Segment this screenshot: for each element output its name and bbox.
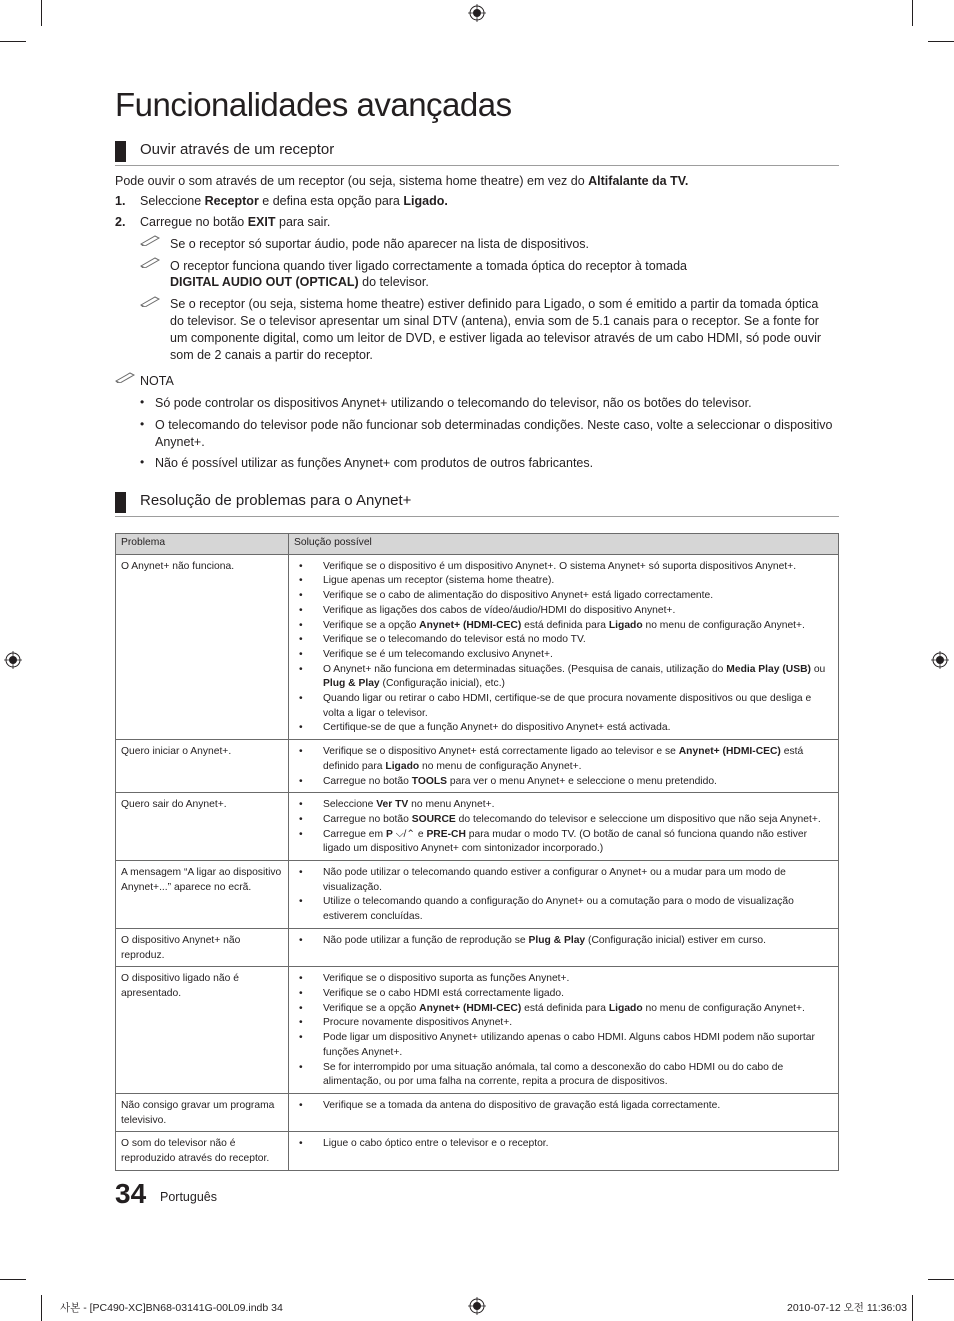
crop-mark [41,1295,42,1321]
table-row [116,1093,839,1131]
nota-item: O telecomando do televisor pode não funcionar sob determinadas condições. Neste caso, volte a seleccionar o dispositivo Anynet+. [155,418,833,449]
solution-list [294,1099,833,1114]
table-row [116,967,839,1094]
bullet: • [140,395,145,409]
solution-list [294,934,833,949]
table-row [116,861,839,929]
heading-bar [115,492,126,513]
note-text: DIGITAL AUDIO OUT (OPTICAL) do televisor. [170,275,429,289]
solution-item: • Seleccione Ver TV no menu Anynet+. [299,798,833,813]
table-row [116,1132,839,1170]
solution-item: • Certifique-se de que a função Anynet+ do dispositivo Anynet+ está activada. [299,721,833,736]
registration-mark-icon [4,651,22,669]
nota-item: Só pode controlar os dispositivos Anynet+ utilizando o telecomando do televisor, não os botões do televisor. [155,396,752,410]
table-row [116,793,839,861]
solution-cell [289,554,839,739]
solution-item: • Procure novamente dispositivos Anynet+. [299,1016,833,1031]
print-slug-right: 2010-07-12 오전 11:36:03 [787,1302,907,1314]
solution-item: • Verifique se a opção Anynet+ (HDMI-CEC) está definida para Ligado no menu de configuração Anynet+. [299,1002,833,1017]
solution-list [294,866,833,925]
solution-item: • Verifique se o cabo de alimentação do dispositivo Anynet+ está ligado correctamente. [299,589,833,604]
section-heading-text: Ouvir através de um receptor [140,141,335,158]
section-heading-text: Resolução de problemas para o Anynet+ [140,492,412,509]
solution-item: • Quando ligar ou retirar o cabo HDMI, certifique-se de que procura novamente dispositivos ou que desliga e volta a ligar o televisor. [299,692,833,721]
problem-cell: O dispositivo ligado não é apresentado. [116,967,289,1094]
solution-cell [289,1132,839,1170]
solution-item: • Verifique se o dispositivo Anynet+ está correctamente ligado ao televisor e se Anynet+ (HDMI-CEC) está definido para Ligado no menu de configuração Anynet+. [299,745,833,774]
nota-label: NOTA [140,374,174,388]
pencil-note-icon [140,295,160,307]
print-slug-left: 사본 - [PC490-XC]BN68-03141G-00L09.indb 34 [60,1302,283,1314]
nota-item: Não é possível utilizar as funções Anynet+ com produtos de outros fabricantes. [155,456,594,470]
heading-bar [115,141,126,162]
bullet: • [140,417,145,431]
solution-item: • Não pode utilizar a função de reprodução se Plug & Play (Configuração inicial) estiver em curso. [299,934,833,949]
column-header-solution: Solução possível [289,534,839,555]
troubleshooting-table [115,533,839,1171]
problem-cell: Quero iniciar o Anynet+. [116,740,289,793]
intro-paragraph: Pode ouvir o som através de um receptor (ou seja, sistema home theatre) em vez do Altifalante da TV. [115,174,689,188]
solution-item: • Verifique se o telecomando do televisor está no modo TV. [299,633,833,648]
solution-cell [289,928,839,966]
solution-item: • Ligue apenas um receptor (sistema home theatre). [299,574,833,589]
solution-item: • Verifique se é um telecomando exclusivo Anynet+. [299,648,833,663]
solution-list [294,798,833,857]
registration-mark-icon [931,651,949,669]
note-text: Se o receptor só suportar áudio, pode não aparecer na lista de dispositivos. [170,237,590,251]
solution-item: • Ligue o cabo óptico entre o televisor e o receptor. [299,1137,833,1152]
page-title: Funcionalidades avançadas [115,86,512,123]
problem-cell: Quero sair do Anynet+. [116,793,289,861]
crop-mark [0,41,26,42]
solution-list [294,972,833,1090]
problem-cell: Não consigo gravar um programa televisivo. [116,1093,289,1131]
solution-list [294,560,833,736]
note-text: O receptor funciona quando tiver ligado correctamente a tomada óptica do receptor à tomada [170,259,687,273]
table-header-row [116,534,839,555]
table-body [116,554,839,1170]
crop-mark [0,1279,26,1280]
table-row [116,554,839,739]
solution-item: • Carregue no botão TOOLS para ver o menu Anynet+ e seleccione o menu pretendido. [299,775,833,790]
section-heading-receptor [115,139,839,166]
solution-item: • Pode ligar um dispositivo Anynet+ utilizando apenas o cabo HDMI. Alguns cabos HDMI podem não suportar funções Anynet+. [299,1031,833,1060]
step-number: 1. [115,194,126,208]
solution-cell [289,861,839,929]
problem-cell: A mensagem “A ligar ao dispositivo Anynet+...” aparece no ecrã. [116,861,289,929]
problem-cell: O Anynet+ não funciona. [116,554,289,739]
solution-item: • Carregue no botão SOURCE do telecomando do televisor e seleccione um dispositivo que não seja Anynet+. [299,813,833,828]
solution-item: • Não pode utilizar o telecomando quando estiver a configurar o Anynet+ ou a mudar para um modo de visualização. [299,866,833,895]
crop-mark [912,0,913,26]
solution-cell [289,740,839,793]
solution-item: • Utilize o telecomando quando a configuração do Anynet+ ou a comutação para o modo de visualização estiverem concluídas. [299,895,833,924]
registration-mark-icon [468,1297,486,1315]
problem-cell: O som do televisor não é reproduzido através do receptor. [116,1132,289,1170]
solution-item: • Carregue em P ⌵/⌃ e PRE-CH para mudar o modo TV. (O botão de canal só funciona quando não estiver ligado um dispositivo Anynet+ com sintonizador incorporado.) [299,828,833,857]
solution-cell [289,793,839,861]
solution-cell [289,1093,839,1131]
solution-item: • Verifique se o dispositivo suporta as funções Anynet+. [299,972,833,987]
solution-item: • Se for interrompido por uma situação anómala, tal como a desconexão do cabo HDMI ou do cabo de alimentação, ou por uma falha na corrente, repita a procura de dispositivos. [299,1061,833,1090]
section-heading-troubleshooting [115,490,839,517]
pencil-note-icon [140,234,160,246]
step-2-text: Carregue no botão EXIT para sair. [140,215,331,229]
problem-cell: O dispositivo Anynet+ não reproduz. [116,928,289,966]
step-1-text: Seleccione Receptor e defina esta opção para Ligado. [140,194,448,208]
solution-list [294,745,833,789]
crop-mark [41,0,42,26]
bullet: • [140,455,145,469]
solution-item: • O Anynet+ não funciona em determinadas situações. (Pesquisa de canais, utilização do Media Play (USB) ou Plug & Play (Configuração inicial), etc.) [299,663,833,692]
solution-item: • Verifique se a opção Anynet+ (HDMI-CEC) está definida para Ligado no menu de configuração Anynet+. [299,619,833,634]
solution-item: • Verifique se a tomada da antena do dispositivo de gravação está ligada correctamente. [299,1099,833,1114]
crop-mark [928,1279,954,1280]
solution-cell [289,967,839,1094]
table-row [116,740,839,793]
pencil-note-icon [140,256,160,268]
crop-mark [928,41,954,42]
step-number: 2. [115,215,126,229]
note-text: Se o receptor (ou seja, sistema home theatre) estiver definido para Ligado, o som é emitido a partir da tomada óptica do televisor. Se o televisor apresentar um sinal DTV (antena), envia som de 5.1 canais para o receptor. Se a fonte for um componente digital, como um leitor de DVD, e estiver ligada ao televisor através de um cabo HDMI, só pode ouvir som de 2 canais a partir do receptor. [170,297,822,362]
registration-mark-icon [468,4,486,22]
column-header-problem: Problema [116,534,289,555]
table-row [116,928,839,966]
solution-list [294,1137,833,1152]
solution-item: • Verifique se o cabo HDMI está correctamente ligado. [299,987,833,1002]
solution-item: • Verifique se o dispositivo é um dispositivo Anynet+. O sistema Anynet+ só suporta dispositivos Anynet+. [299,560,833,575]
page-language: Português [160,1190,217,1204]
solution-item: • Verifique as ligações dos cabos de vídeo/áudio/HDMI do dispositivo Anynet+. [299,604,833,619]
crop-mark [912,1295,913,1321]
pencil-note-icon [115,371,135,383]
page-number: 34 [115,1178,147,1209]
